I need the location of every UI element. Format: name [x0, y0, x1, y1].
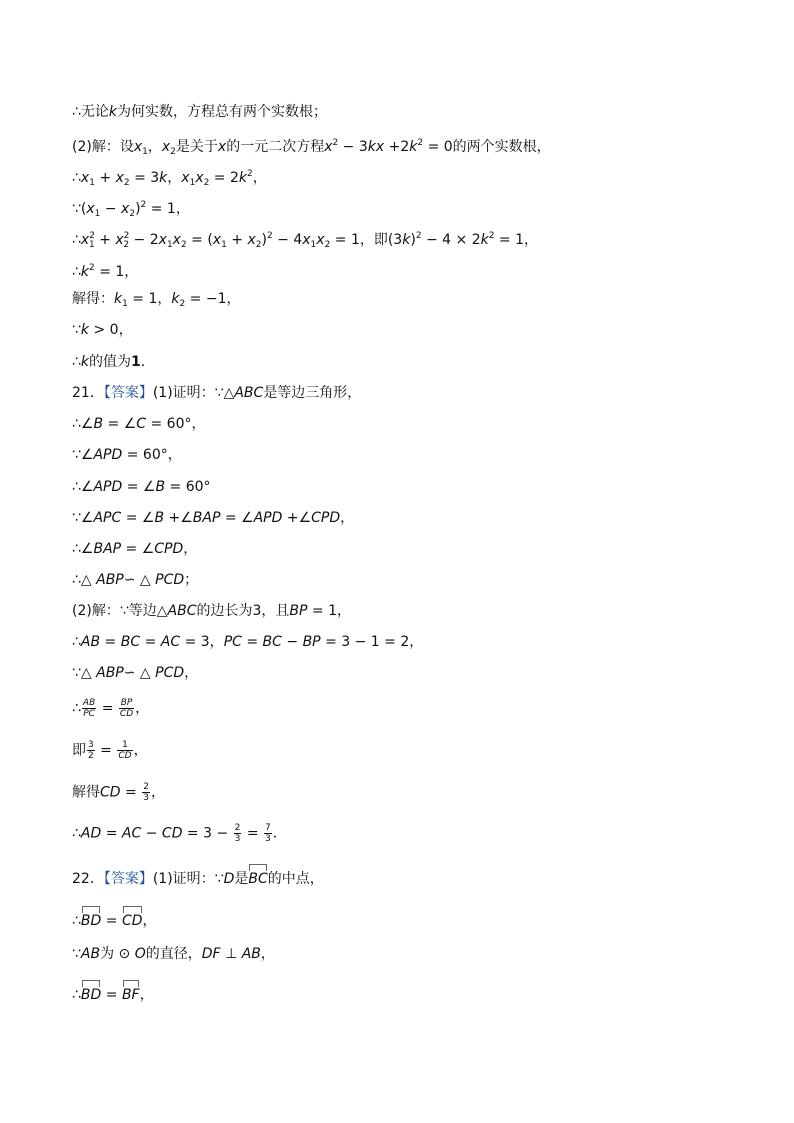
line-17: (2)解：∵等边△ABC的边长为3，且BP = 1， [72, 603, 351, 619]
fraction: $\frac{AB}{PC}$ [82, 698, 96, 719]
line-3: $\therefore x_1 + x_2 = 3k$，$x_1x_2 = 2k^2$， [72, 169, 267, 188]
line-26: ∵AB为 ⊙ O的直径，DF ⊥ AB， [72, 946, 275, 962]
line-7: 解得：$k_1 = 1$，$k_2 = -1$， [72, 291, 241, 309]
line-16: ∴△ ABP∽ △ PCD； [72, 572, 199, 588]
line-21: 即 $\frac{3}{2}$ = $\frac{1}{CD}$ ， [72, 740, 148, 761]
answer-label: 【答案】 [103, 871, 153, 887]
line-22: 解得CD = $\frac{2}{3}$ ， [72, 782, 165, 803]
line-1: ∴无论k为何实数，方程总有两个实数根； [72, 104, 328, 120]
line-13: ∴∠APD = ∠B = 60° [72, 479, 211, 495]
line-10-question-21: 21．【答案】(1)证明：∵△ABC是等边三角形， [72, 385, 362, 401]
fraction: $\frac{3}{2}$ [88, 740, 94, 761]
line-12: ∵∠APD = 60°， [72, 447, 182, 463]
fraction: $\frac{BP}{CD}$ [119, 698, 134, 719]
line-23: ∴AD = AC − CD = 3 − $\frac{2}{3}$ = $\frac{7}{3}$ ． [72, 823, 287, 844]
line-24-question-22: 22．【答案】(1)证明：∵D是BC的中点， [72, 864, 324, 889]
arc-bd: BD [81, 906, 101, 931]
line-20: ∴ $\frac{AB}{PC}$ = $\frac{BP}{CD}$ ， [72, 698, 150, 719]
arc-bd: BD [81, 980, 101, 1005]
line-19: ∵△ ABP∽ △ PCD， [72, 665, 199, 681]
line-2: (2)解：设$x_1$，$x_2$是关于x的一元二次方程$x^2 - 3kx +2k^2 = 0$的两个实数根， [72, 138, 551, 157]
line-4: $\because(x_1 - x_2)^2 = 1$， [72, 200, 190, 219]
fraction: $\frac{1}{CD}$ [118, 740, 132, 761]
arc-bf: BF [122, 980, 140, 1005]
line-9: ∴k的值为1． [72, 354, 155, 370]
arc-bc: BC [248, 864, 267, 889]
answer-label: 【答案】 [103, 385, 153, 401]
line-5: $\therefore x^2_1 + x^2_2 - 2x_1x_2 = (x_1 + x_2)^2 - 4x_1x_2 = 1$，即$(3k)^2 - 4 \times 2k^2 = 1$， [72, 231, 539, 250]
line-15: ∴∠BAP = ∠CPD， [72, 541, 198, 557]
line-27: ∴BD = BF， [72, 980, 154, 1005]
line-18: ∴AB = BC = AC = 3，PC = BC − BP = 3 − 1 = 2， [72, 634, 424, 650]
arc-cd: CD [122, 906, 143, 931]
line-8: ∵k > 0， [72, 322, 133, 338]
fraction: $\frac{2}{3}$ [234, 823, 241, 844]
line-25: ∴BD = CD， [72, 906, 157, 931]
line-14: ∵∠APC = ∠B +∠BAP = ∠APD +∠CPD， [72, 510, 355, 526]
fraction: $\frac{7}{3}$ [265, 823, 271, 844]
fraction: $\frac{2}{3}$ [143, 782, 149, 803]
line-11: ∴∠B = ∠C = 60°， [72, 416, 206, 432]
line-6: $\therefore k^2 = 1$， [72, 263, 139, 280]
